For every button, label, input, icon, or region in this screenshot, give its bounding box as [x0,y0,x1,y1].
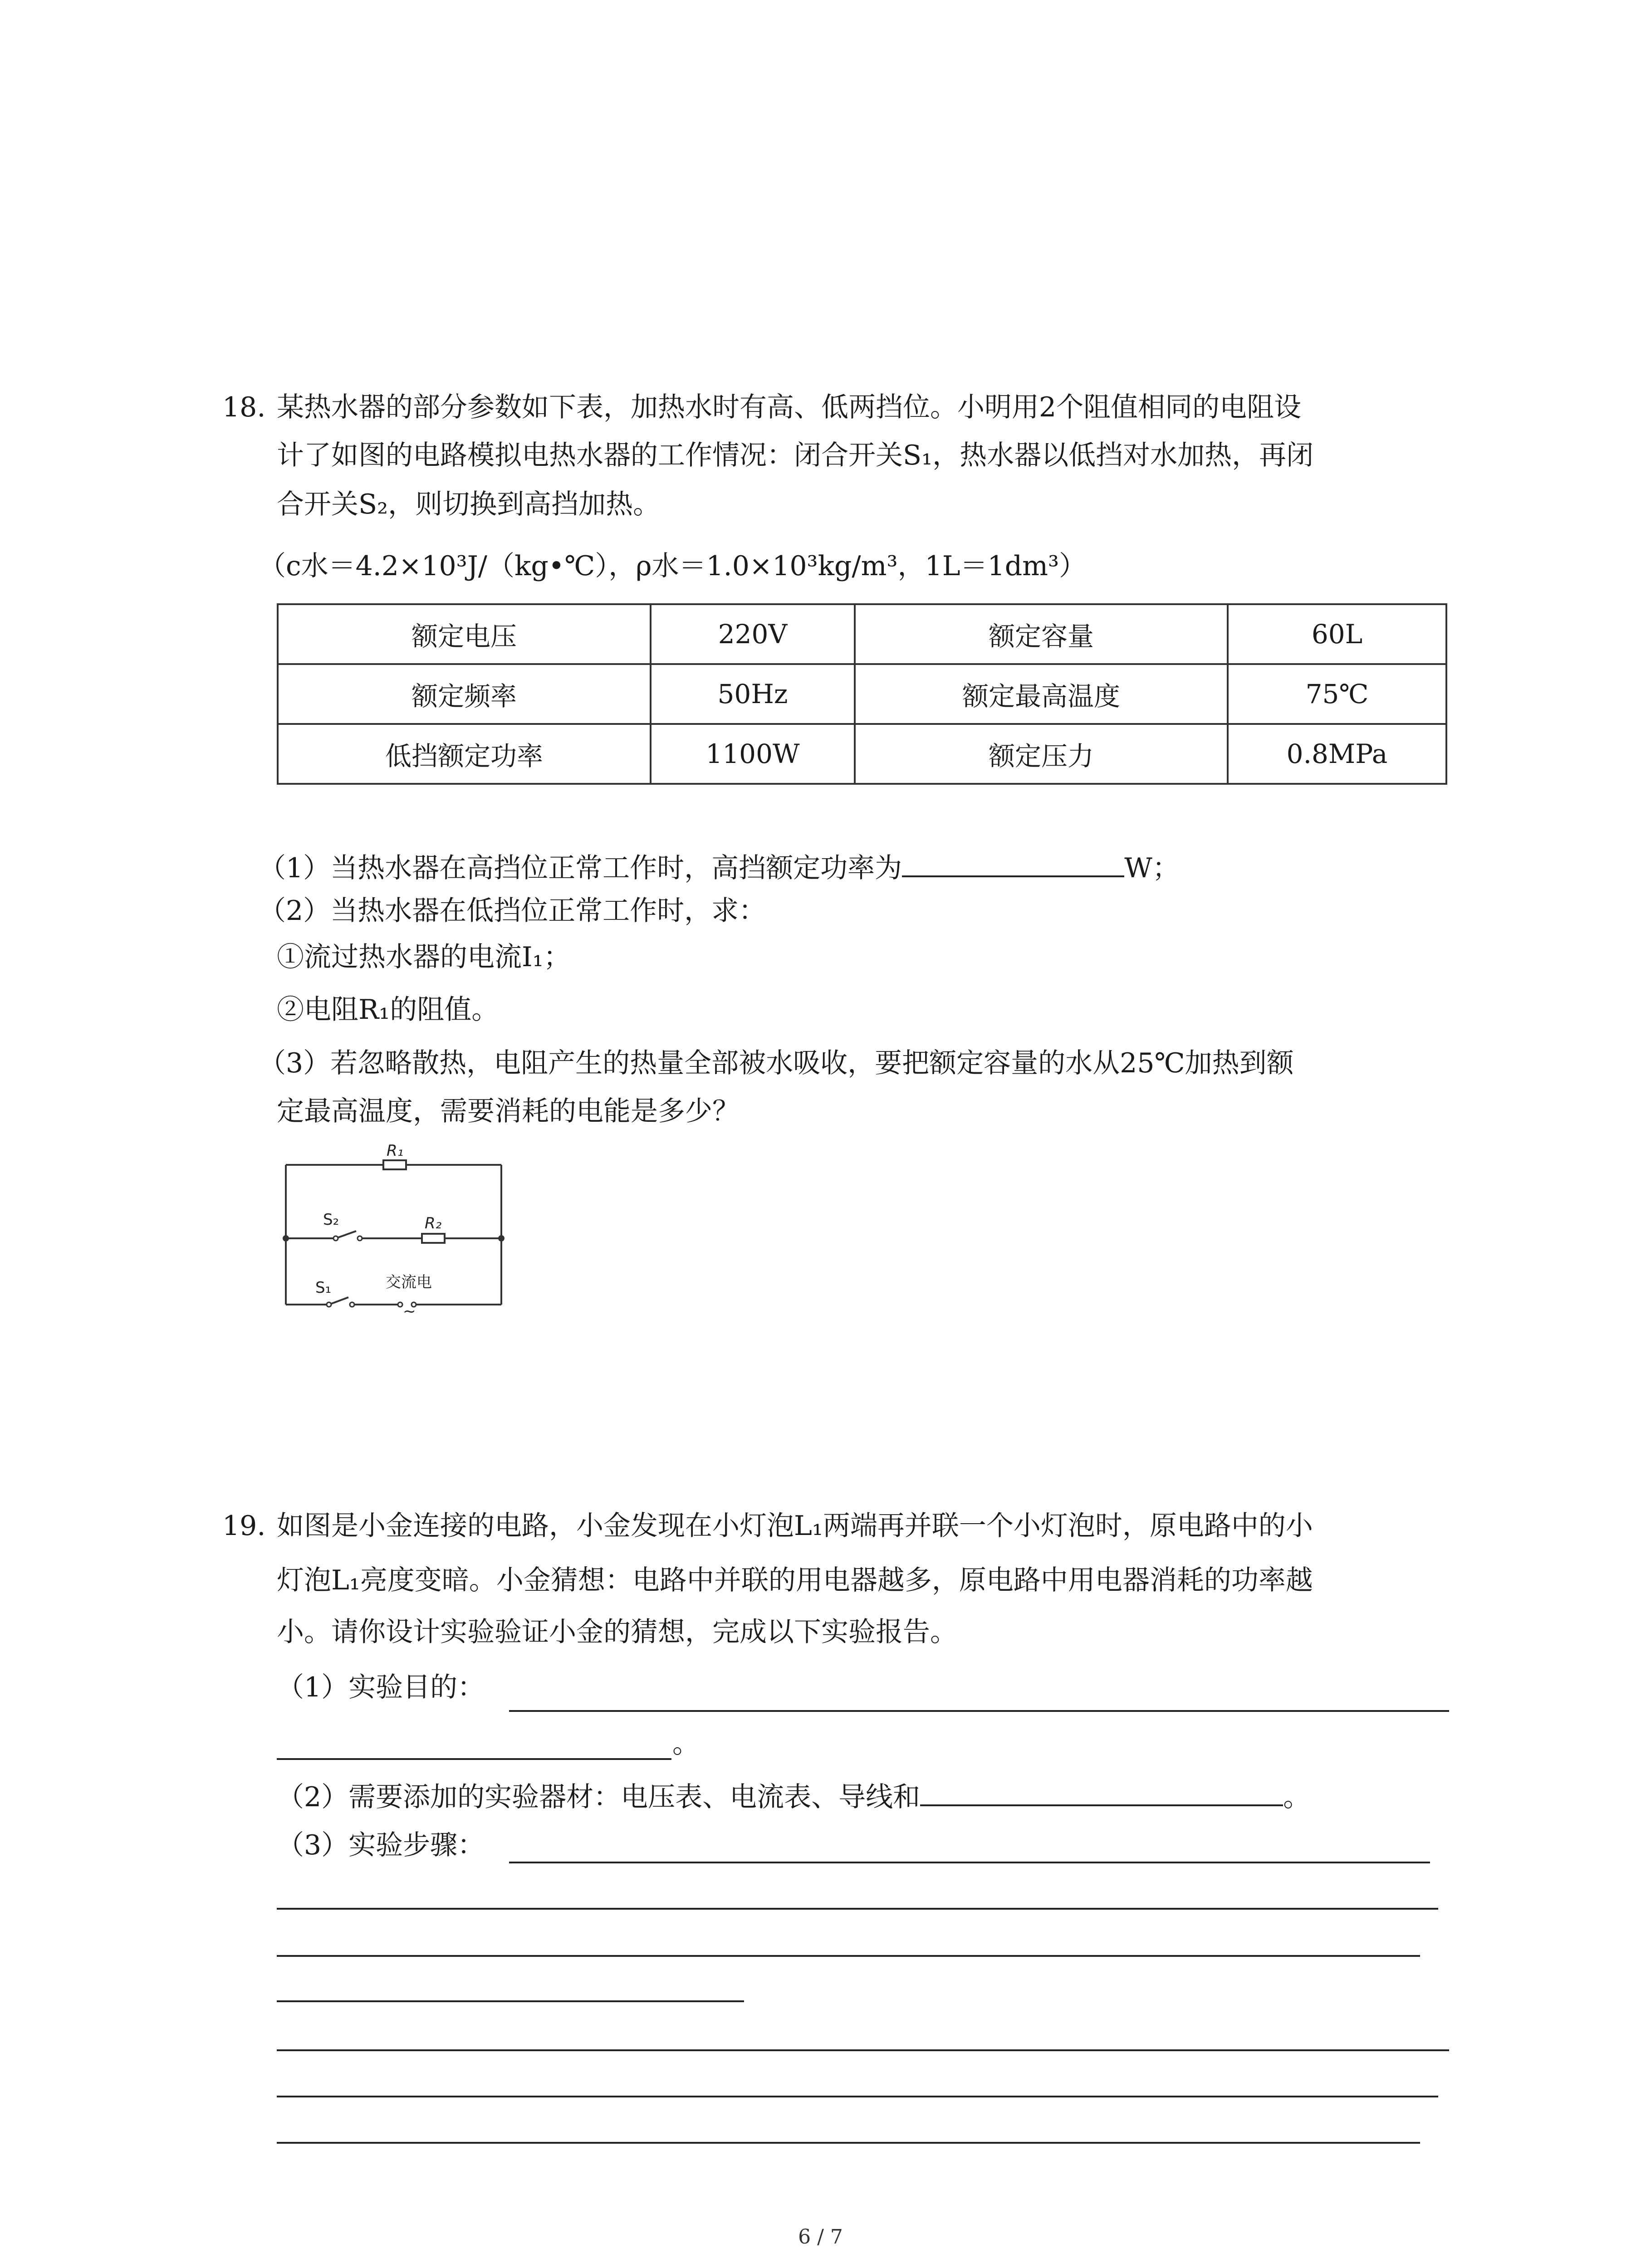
q19-line-3: 小。请你设计实验验证小金的猜想，完成以下实验报告。 [277,1616,957,1648]
answer-line[interactable] [277,1955,1420,1957]
answer-line[interactable] [277,1908,1438,1910]
label-r1: R₁ [387,1143,404,1160]
resistor-r2 [422,1234,445,1243]
q19-number: 19. [222,1510,266,1542]
q18-part-2: （2）当热水器在低挡位正常工作时，求： [259,895,766,927]
q19-part-2 [277,1778,1310,1813]
table-row [278,724,1446,784]
q18-part-1 [259,849,1180,885]
resistor-r1 [383,1160,406,1169]
table-cell: 0.8MPa [1228,724,1446,784]
answer-line[interactable] [277,2142,1420,2144]
q18-part-1-unit: W； [1124,852,1180,884]
label-s2: S₂ [323,1211,339,1229]
q19-part-2-text: （2）需要添加的实验器材：电压表、电流表、导线和 [277,1781,921,1813]
table-cell: 额定电压 [278,604,651,664]
table-cell: 75℃ [1228,664,1446,724]
table-cell: 额定最高温度 [855,664,1228,724]
q18-constants: （c水＝4.2×10³J/（kg•℃），ρ水＝1.0×10³kg/m³，1L＝1dm³） [259,550,1087,582]
q18-part-2a: ①流过热水器的电流I₁； [277,941,571,973]
switch-s1-blade [329,1297,348,1305]
label-ac-tilde: ~ [403,1302,416,1320]
q18-part-3-line-1: （3）若忽略散热，电阻产生的热量全部被水吸收，要把额定容量的水从25℃加热到额 [259,1047,1294,1079]
table-cell: 60L [1228,604,1446,664]
answer-line[interactable] [277,2000,744,2002]
label-ac-source: 交流电 [386,1273,432,1291]
page-number: 6 / 7 [798,2225,843,2248]
q18-part-1-text: （1）当热水器在高挡位正常工作时，高挡额定功率为 [259,852,902,884]
table-cell: 50Hz [651,664,855,724]
answer-blank[interactable] [920,1778,1283,1806]
switch-s2-blade [336,1231,356,1238]
table-cell: 1100W [651,724,855,784]
table-row [278,664,1446,724]
q18-number: 18. [222,391,266,423]
answer-line[interactable] [277,2096,1438,2097]
table-row [278,604,1446,664]
q18-part-3-line-2: 定最高温度，需要消耗的电能是多少？ [277,1095,740,1127]
q19-line-2: 灯泡L₁亮度变暗。小金猜想：电路中并联的用电器越多，原电路中用电器消耗的功率越 [277,1564,1313,1596]
q18-line-1: 某热水器的部分参数如下表，加热水时有高、低两挡位。小明用2个阻值相同的电阻设 [277,391,1302,423]
table-cell: 额定容量 [855,604,1228,664]
table-cell: 额定压力 [855,724,1228,784]
table-cell: 低挡额定功率 [278,724,651,784]
junction-left [283,1235,289,1242]
ac-terminal-left [398,1302,402,1307]
answer-blank[interactable] [902,849,1124,877]
answer-line[interactable] [277,2049,1449,2051]
junction-right [498,1235,505,1242]
q18-part-2b: ②电阻R₁的阻值。 [277,994,499,1026]
table-cell: 220V [651,604,855,664]
answer-line[interactable] [277,1758,671,1760]
answer-line[interactable] [509,1710,1449,1712]
label-r2: R₂ [425,1214,442,1232]
q19-part-1-end: 。 [672,1728,700,1760]
q19-line-1: 如图是小金连接的电路，小金发现在小灯泡L₁两端再并联一个小灯泡时，原电路中的小 [277,1510,1313,1542]
q18-line-3: 合开关S₂，则切换到高挡加热。 [277,489,661,520]
q18-line-2: 计了如图的电路模拟电热水器的工作情况：闭合开关S₁，热水器以低挡对水加热，再闭 [277,440,1314,471]
q19-part-3: （3）实验步骤： [277,1829,485,1861]
q19-part-2-end: 。 [1283,1781,1311,1813]
q19-part-1: （1）实验目的： [277,1672,485,1703]
table-cell: 额定频率 [278,664,651,724]
parameter-table [277,603,1447,785]
circuit-diagram [272,1143,517,1320]
answer-line[interactable] [509,1862,1430,1863]
label-s1: S₁ [315,1279,332,1297]
